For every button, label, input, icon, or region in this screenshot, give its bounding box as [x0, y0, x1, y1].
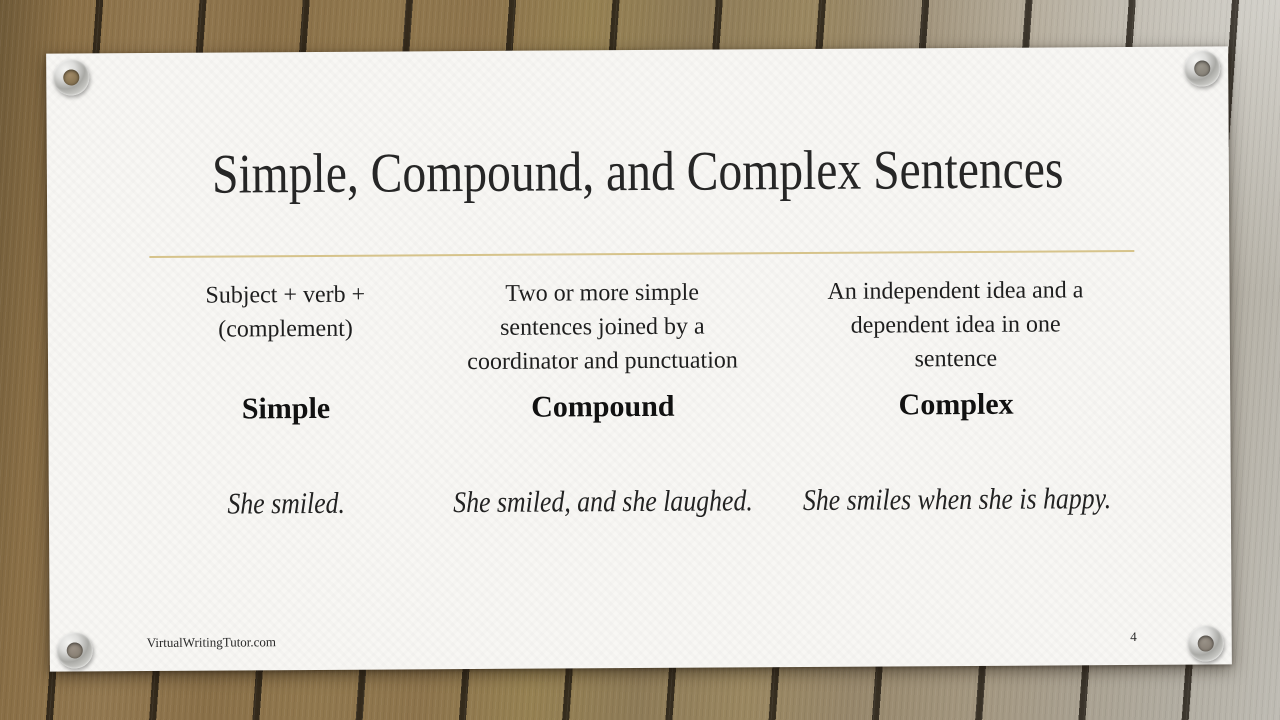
- column-compound: [428, 275, 778, 520]
- column-label: Simple: [241, 391, 331, 426]
- grommet-eyelet-icon: [53, 59, 89, 95]
- grommet-eyelet-icon: [1184, 50, 1220, 86]
- title-divider-rule: [149, 250, 1134, 258]
- column-complex: [776, 273, 1136, 518]
- column-example-sentence: She smiled.: [227, 486, 346, 521]
- title-row: [47, 136, 1229, 207]
- grommet-eyelet-icon: [57, 632, 93, 668]
- column-simple: [145, 277, 426, 522]
- column-description: Two or more simple sentences joined by a coordinator and punctuation: [467, 279, 738, 376]
- column-description: An independent idea and a dependent idea in one sentence: [827, 277, 1084, 373]
- presentation-slide: [46, 46, 1232, 671]
- sentence-type-columns: [143, 273, 1136, 522]
- column-description: Subject + verb + (complement): [205, 281, 366, 343]
- column-example-sentence: She smiled, and she laughed.: [453, 484, 754, 520]
- footer-credit: VirtualWritingTutor.com: [146, 634, 277, 651]
- column-example-sentence: She smiles when she is happy.: [802, 482, 1111, 518]
- slide-title: Simple, Compound, and Complex Sentences: [211, 138, 1064, 206]
- column-label: Compound: [531, 389, 675, 424]
- page-number: 4: [1130, 628, 1137, 645]
- column-label: Complex: [898, 387, 1014, 422]
- grommet-eyelet-icon: [1188, 625, 1224, 661]
